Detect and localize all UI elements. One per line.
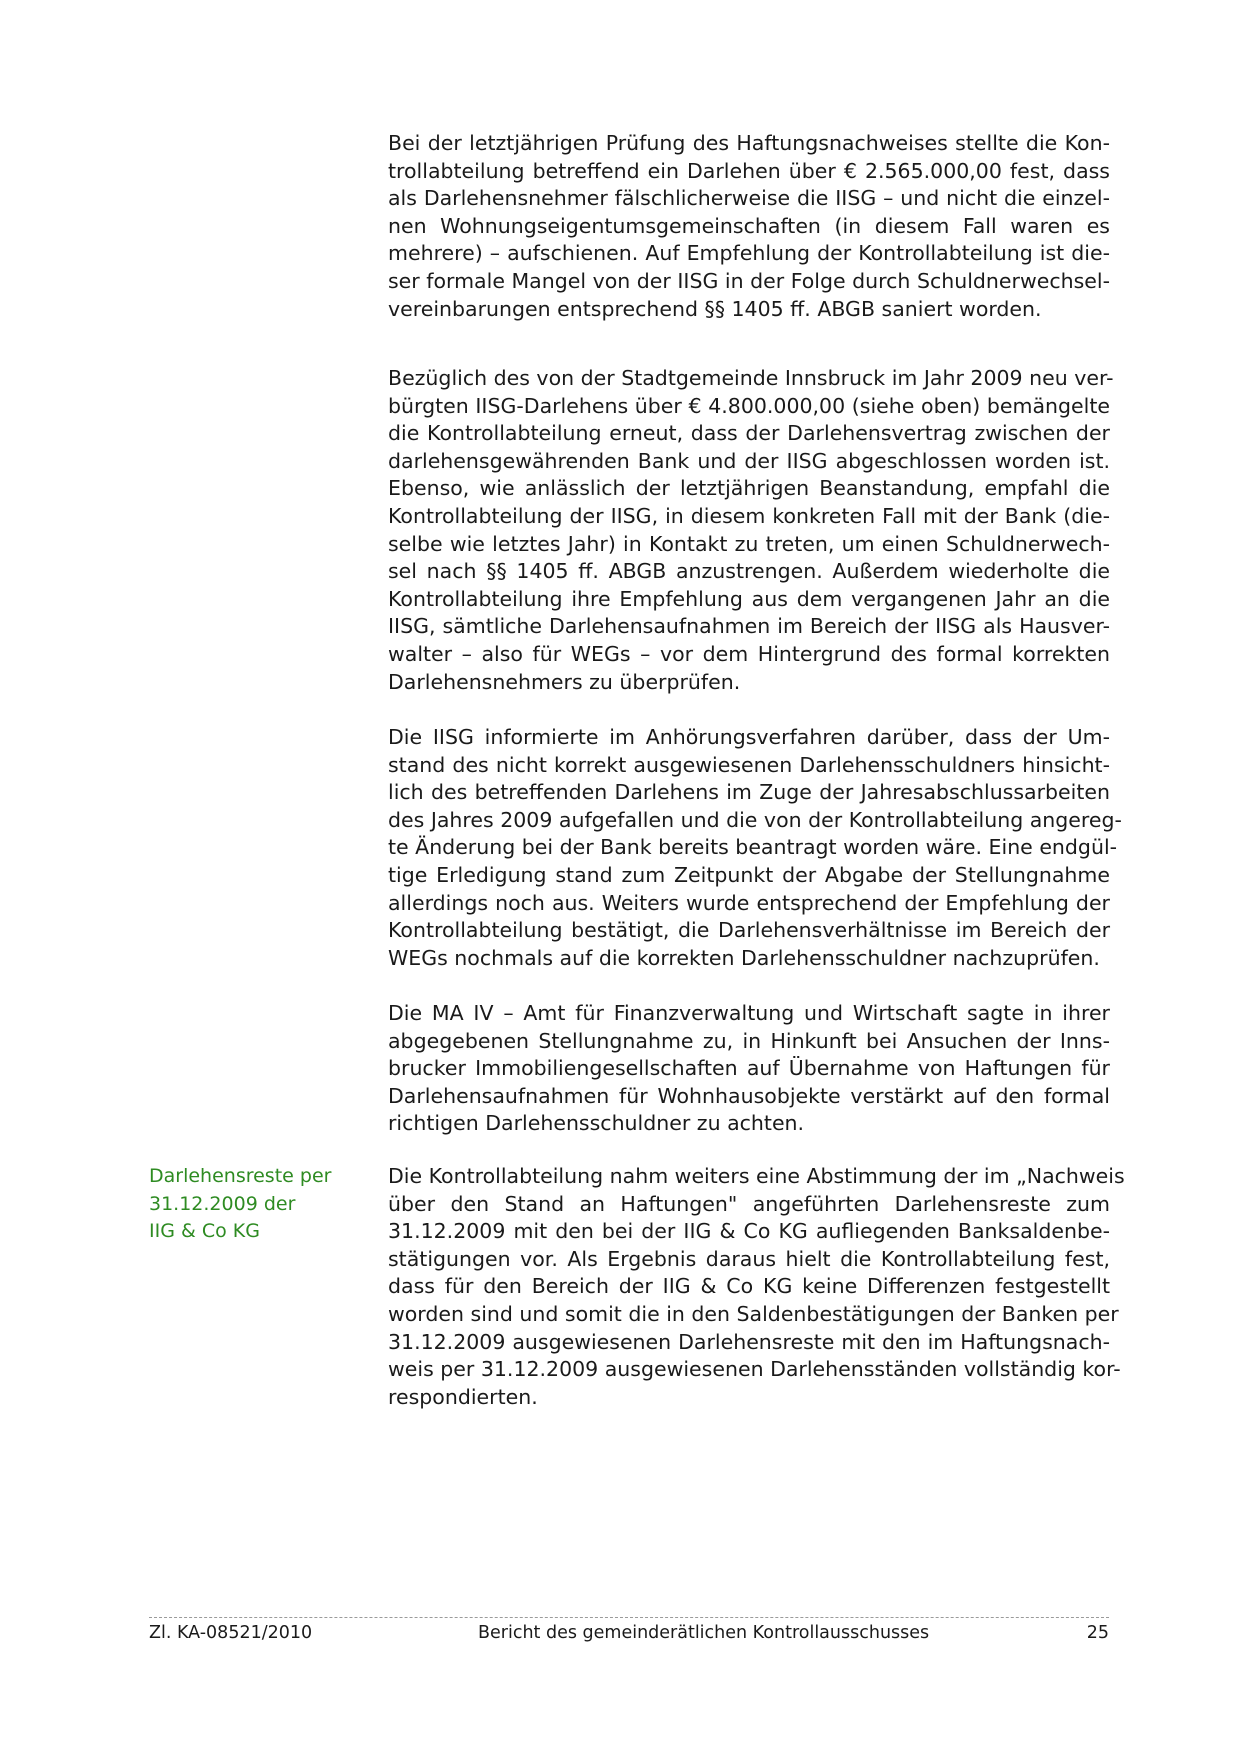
text-line: des Jahres 2009 aufgefallen und die von der Kontrollabteilung angereg- <box>388 807 1122 832</box>
text-line: stätigungen vor. Als Ergebnis daraus hielt die Kontrollabteilung fest, <box>388 1246 1110 1271</box>
paragraph-2 <box>388 365 1114 696</box>
text-line: Kontrollabteilung ihre Empfehlung aus dem vergangenen Jahr an die <box>388 586 1110 611</box>
text-line: mehrere) – aufschienen. Auf Empfehlung der Kontrollabteilung ist die- <box>388 241 1110 266</box>
text-line: brucker Immobiliengesellschaften auf Übernahme von Haftungen für <box>388 1056 1110 1081</box>
text-line: trollabteilung betreffend ein Darlehen über € 2.565.000,00 fest, dass <box>388 158 1110 183</box>
margin-note <box>149 1163 359 1246</box>
text-line: tige Erledigung stand zum Zeitpunkt der Abgabe der Stellungnahme <box>388 862 1110 887</box>
footer-title: Bericht des gemeinderätlichen Kontrollausschusses <box>478 1623 930 1643</box>
text-line: WEGs nochmals auf die korrekten Darlehensschuldner nachzuprüfen. <box>388 945 1100 970</box>
text-line: te Änderung bei der Bank bereits beantragt worden wäre. Eine endgül- <box>388 835 1118 860</box>
text-line: dass für den Bereich der IIG & Co KG keine Differenzen festgestellt <box>388 1274 1110 1299</box>
text-line: bürgten IISG-Darlehens über € 4.800.000,00 (siehe oben) bemängelte <box>388 393 1110 418</box>
paragraph-1 <box>388 130 1110 323</box>
paragraph-3 <box>388 724 1122 972</box>
text-line: Darlehensnehmers zu überprüfen. <box>388 669 741 694</box>
text-line: über den Stand an Haftungen" angeführten Darlehensreste zum <box>388 1191 1110 1216</box>
text-line: respondierten. <box>388 1384 538 1409</box>
text-line: IISG, sämtliche Darlehensaufnahmen im Bereich der IISG als Hausver- <box>388 614 1110 639</box>
text-line: Die IISG informierte im Anhörungsverfahren darüber, dass der Um- <box>388 725 1110 749</box>
text-line: worden sind und somit die in den Saldenbestätigungen der Banken per <box>388 1301 1119 1326</box>
text-line: Darlehensaufnahmen für Wohnhausobjekte verstärkt auf den formal <box>388 1083 1110 1108</box>
text-line: 31.12.2009 ausgewiesenen Darlehensreste mit den im Haftungsnach- <box>388 1329 1110 1354</box>
text-line: Kontrollabteilung der IISG, in diesem konkreten Fall mit der Bank (die- <box>388 503 1110 528</box>
text-line: abgegebenen Stellungnahme zu, in Hinkunft bei Ansuchen der Inns- <box>388 1028 1110 1053</box>
text-line: walter – also für WEGs – vor dem Hintergrund des formal korrekten <box>388 641 1110 666</box>
footer-reference: Zl. KA-08521/2010 <box>149 1623 313 1643</box>
text-line: darlehensgewährenden Bank und der IISG abgeschlossen worden ist. <box>388 448 1110 473</box>
margin-note-line: Darlehensreste per <box>149 1165 332 1187</box>
margin-note-line: IIG & Co KG <box>149 1220 260 1243</box>
text-line: Bezüglich des von der Stadtgemeinde Innsbruck im Jahr 2009 neu ver- <box>388 366 1114 390</box>
text-line: stand des nicht korrekt ausgewiesenen Darlehensschuldners hinsicht- <box>388 752 1110 777</box>
text-line: richtigen Darlehensschuldner zu achten. <box>388 1111 805 1136</box>
margin-note-line: 31.12.2009 der <box>149 1192 296 1215</box>
paragraph-4 <box>388 1000 1110 1138</box>
text-line: sel nach §§ 1405 ff. ABGB anzustrengen. Außerdem wiederholte die <box>388 559 1110 584</box>
text-line: 31.12.2009 mit den bei der IIG & Co KG aufliegenden Banksaldenbe- <box>388 1219 1110 1244</box>
text-line: ser formale Mangel von der IISG in der Folge durch Schuldnerwechsel- <box>388 268 1110 293</box>
text-line: Die Kontrollabteilung nahm weiters eine Abstimmung der im „Nachweis <box>388 1164 1125 1188</box>
text-line: lich des betreffenden Darlehens im Zuge der Jahresabschlussarbeiten <box>388 780 1110 805</box>
text-line: allerdings noch aus. Weiters wurde entsprechend der Empfehlung der <box>388 890 1110 915</box>
text-line: Kontrollabteilung bestätigt, die Darlehensverhältnisse im Bereich der <box>388 918 1110 943</box>
text-line: vereinbarungen entsprechend §§ 1405 ff. ABGB saniert worden. <box>388 296 1042 321</box>
text-line: selbe wie letztes Jahr) in Kontakt zu treten, um einen Schuldnerwech- <box>388 531 1110 556</box>
text-line: Ebenso, wie anlässlich der letztjährigen Beanstandung, empfahl die <box>388 476 1110 501</box>
text-line: Bei der letztjährigen Prüfung des Haftungsnachweises stellte die Kon- <box>388 131 1110 155</box>
text-line: als Darlehensnehmer fälschlicherweise die IISG – und nicht die einzel- <box>388 186 1110 211</box>
paragraph-5 <box>388 1163 1125 1411</box>
footer-divider <box>149 1617 1109 1618</box>
text-line: Die MA IV – Amt für Finanzverwaltung und Wirtschaft sagte in ihrer <box>388 1001 1110 1025</box>
text-line: weis per 31.12.2009 ausgewiesenen Darlehensständen vollständig kor- <box>388 1357 1121 1382</box>
page-number: 25 <box>1086 1623 1109 1643</box>
text-line: nen Wohnungseigentumsgemeinschaften (in diesem Fall waren es <box>388 213 1110 238</box>
text-line: die Kontrollabteilung erneut, dass der Darlehensvertrag zwischen der <box>388 421 1110 446</box>
